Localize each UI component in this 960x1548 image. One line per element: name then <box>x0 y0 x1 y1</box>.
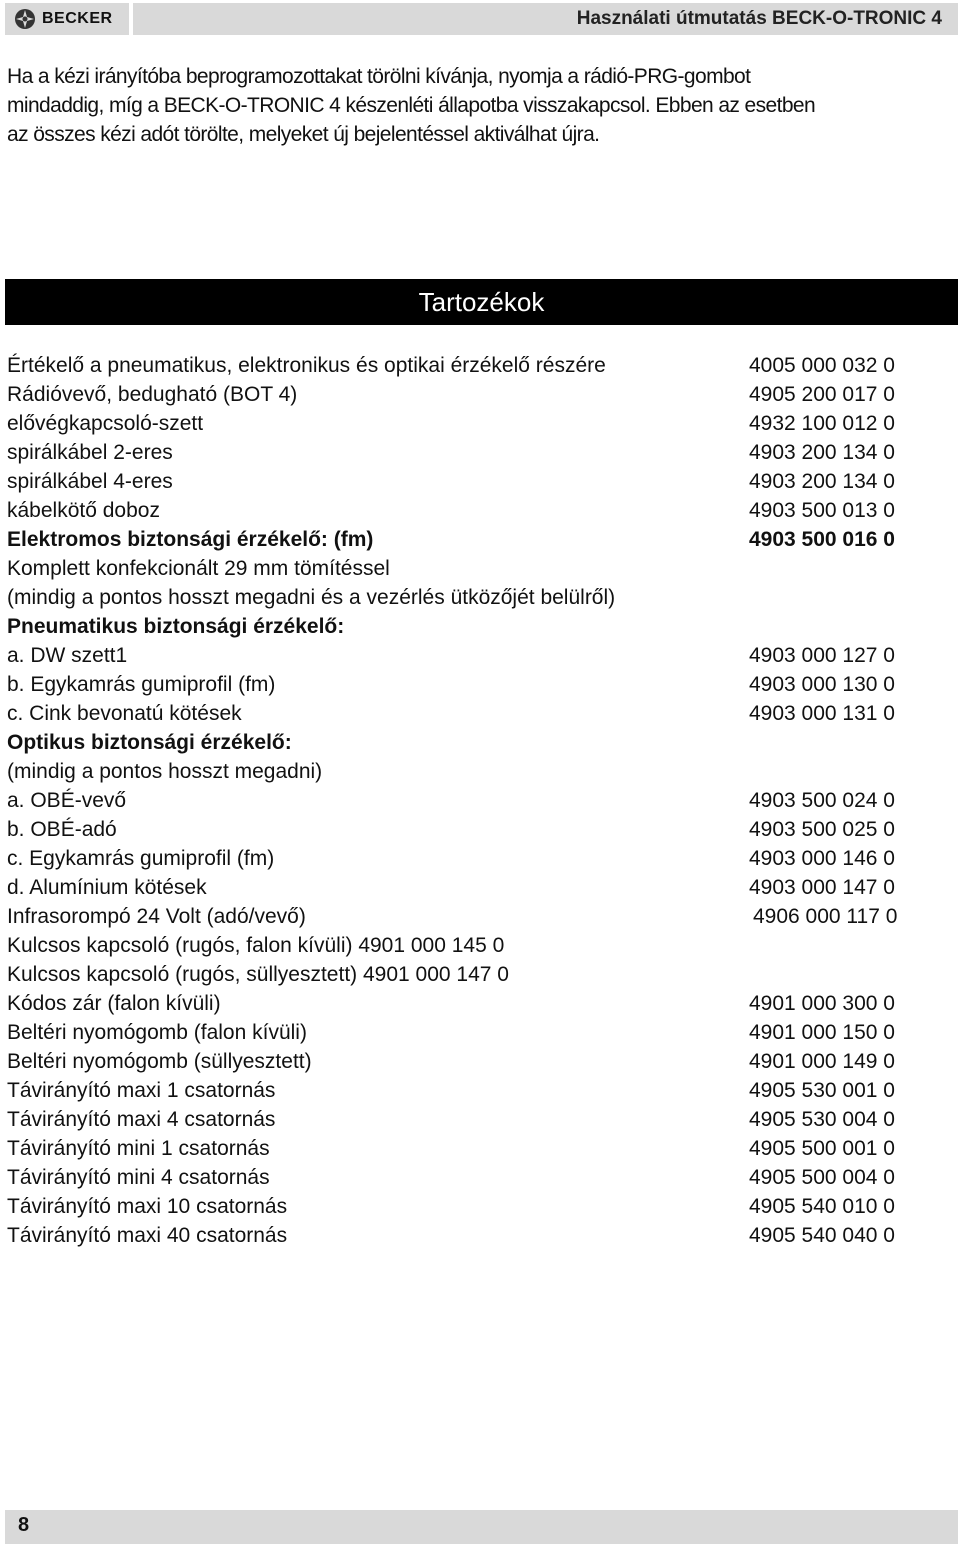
item-label: (mindig a pontos hosszt megadni) <box>7 760 323 783</box>
item-label: a. DW szett1 <box>7 644 128 667</box>
list-item <box>7 960 952 989</box>
list-item-heading <box>7 525 952 554</box>
item-label: Optikus biztonsági érzékelő: <box>7 731 292 754</box>
list-item <box>7 1163 952 1192</box>
list-item <box>7 873 952 902</box>
item-label: Távirányító maxi 4 csatornás <box>7 1108 276 1131</box>
list-item <box>7 1105 952 1134</box>
section-heading-bar <box>5 279 958 325</box>
item-label: Távirányító maxi 1 csatornás <box>7 1079 276 1102</box>
intro-line: Ha a kézi irányítóba beprogramozottakat törölni kívánja, nyomja a rádió-PRG-gombot <box>7 65 751 88</box>
item-label: d. Alumínium kötések <box>7 876 207 899</box>
item-code: 4903 000 127 0 <box>749 644 895 667</box>
item-label: Infrasorompó 24 Volt (adó/vevő) <box>7 905 306 928</box>
list-item <box>7 815 952 844</box>
item-code: 4905 500 001 0 <box>749 1137 895 1160</box>
list-item <box>7 1076 952 1105</box>
item-code: 4903 000 147 0 <box>749 876 895 899</box>
item-code: 4932 100 012 0 <box>749 412 895 435</box>
list-item <box>7 409 952 438</box>
list-item <box>7 496 952 525</box>
item-code: 4905 500 004 0 <box>749 1166 895 1189</box>
header-title-bar <box>133 3 958 35</box>
list-item <box>7 844 952 873</box>
item-label: Beltéri nyomógomb (süllyesztett) <box>7 1050 312 1073</box>
list-item <box>7 438 952 467</box>
item-label: (mindig a pontos hosszt megadni és a vezérlés ütközőjét belülről) <box>7 586 616 609</box>
intro-line: mindaddig, míg a BECK-O-TRONIC 4 készenléti állapotba visszakapcsol. Ebben az esetben <box>7 94 816 117</box>
item-code: 4905 200 017 0 <box>749 383 895 406</box>
list-item <box>7 351 952 380</box>
list-item <box>7 380 952 409</box>
document-title: Használati útmutatás BECK-O-TRONIC 4 <box>576 8 942 29</box>
brand-name: BECKER <box>42 10 113 27</box>
item-code: 4903 500 025 0 <box>749 818 895 841</box>
list-item <box>7 583 952 612</box>
item-code: 4903 200 134 0 <box>749 441 895 464</box>
list-item <box>7 757 952 786</box>
list-item <box>7 1018 952 1047</box>
item-label: Távirányító mini 1 csatornás <box>7 1137 270 1160</box>
item-label: b. OBÉ-adó <box>7 818 117 841</box>
intro-line: az összes kézi adót törölte, melyeket új bejelentéssel aktiválhat újra. <box>7 123 600 146</box>
list-item <box>7 1047 952 1076</box>
list-item <box>7 670 952 699</box>
item-label: Kulcsos kapcsoló (rugós, süllyesztett) 4901 000 147 0 <box>7 963 509 986</box>
item-code: 4901 000 300 0 <box>749 992 895 1015</box>
item-code: 4903 000 130 0 <box>749 673 895 696</box>
item-label: Komplett konfekcionált 29 mm tömítéssel <box>7 557 390 580</box>
item-code: 4901 000 150 0 <box>749 1021 895 1044</box>
item-code: 4905 540 010 0 <box>749 1195 895 1218</box>
item-label: elővégkapcsoló-szett <box>7 412 204 435</box>
list-item-heading <box>7 728 952 757</box>
item-label: b. Egykamrás gumiprofil (fm) <box>7 673 276 696</box>
page-footer <box>5 1510 958 1544</box>
item-code: 4903 500 016 0 <box>749 528 895 551</box>
list-item <box>7 1221 952 1250</box>
item-code: 4901 000 149 0 <box>749 1050 895 1073</box>
page-header <box>5 3 958 35</box>
item-code: 4903 500 024 0 <box>749 789 895 812</box>
item-label: Távirányító maxi 40 csatornás <box>7 1224 288 1247</box>
item-code: 4903 000 131 0 <box>749 702 895 725</box>
item-label: Értékelő a pneumatikus, elektronikus és optikai érzékelő részére <box>7 354 606 377</box>
item-code: 4905 530 001 0 <box>749 1079 895 1102</box>
list-item <box>7 989 952 1018</box>
item-label: c. Cink bevonatú kötések <box>7 702 242 725</box>
item-label: Kulcsos kapcsoló (rugós, falon kívüli) 4901 000 145 0 <box>7 934 505 957</box>
list-item <box>7 641 952 670</box>
item-label: Elektromos biztonsági érzékelő: (fm) <box>7 528 374 551</box>
list-item <box>7 554 952 583</box>
item-code: 4903 000 146 0 <box>749 847 895 870</box>
list-item <box>7 902 952 931</box>
list-item <box>7 931 952 960</box>
list-item-heading <box>7 612 952 641</box>
item-label: Pneumatikus biztonsági érzékelő: <box>7 615 345 638</box>
item-label: Beltéri nyomógomb (falon kívüli) <box>7 1021 307 1044</box>
list-item <box>7 699 952 728</box>
item-code: 4906 000 117 0 <box>753 905 898 928</box>
list-item <box>7 467 952 496</box>
item-label: Távirányító maxi 10 csatornás <box>7 1195 288 1218</box>
section-title: Tartozékok <box>418 286 545 317</box>
item-code: 4905 540 040 0 <box>749 1224 895 1247</box>
accessories-list <box>7 351 952 1250</box>
becker-logo <box>5 3 129 35</box>
item-code: 4905 530 004 0 <box>749 1108 895 1131</box>
item-code: 4903 500 013 0 <box>749 499 895 522</box>
item-label: spirálkábel 4-eres <box>7 470 173 493</box>
page-number: 8 <box>18 1514 30 1536</box>
item-label: a. OBÉ-vevő <box>7 789 127 812</box>
item-label: kábelkötő doboz <box>7 499 160 522</box>
becker-logo-icon <box>14 8 36 30</box>
item-code: 4903 200 134 0 <box>749 470 895 493</box>
item-code: 4005 000 032 0 <box>749 354 895 377</box>
item-label: c. Egykamrás gumiprofil (fm) <box>7 847 275 870</box>
item-label: Rádióvevő, bedugható (BOT 4) <box>7 383 298 406</box>
list-item <box>7 786 952 815</box>
item-label: spirálkábel 2-eres <box>7 441 173 464</box>
intro-paragraph <box>7 62 957 149</box>
item-label: Távirányító mini 4 csatornás <box>7 1166 270 1189</box>
list-item <box>7 1192 952 1221</box>
list-item <box>7 1134 952 1163</box>
item-label: Kódos zár (falon kívüli) <box>7 992 221 1015</box>
